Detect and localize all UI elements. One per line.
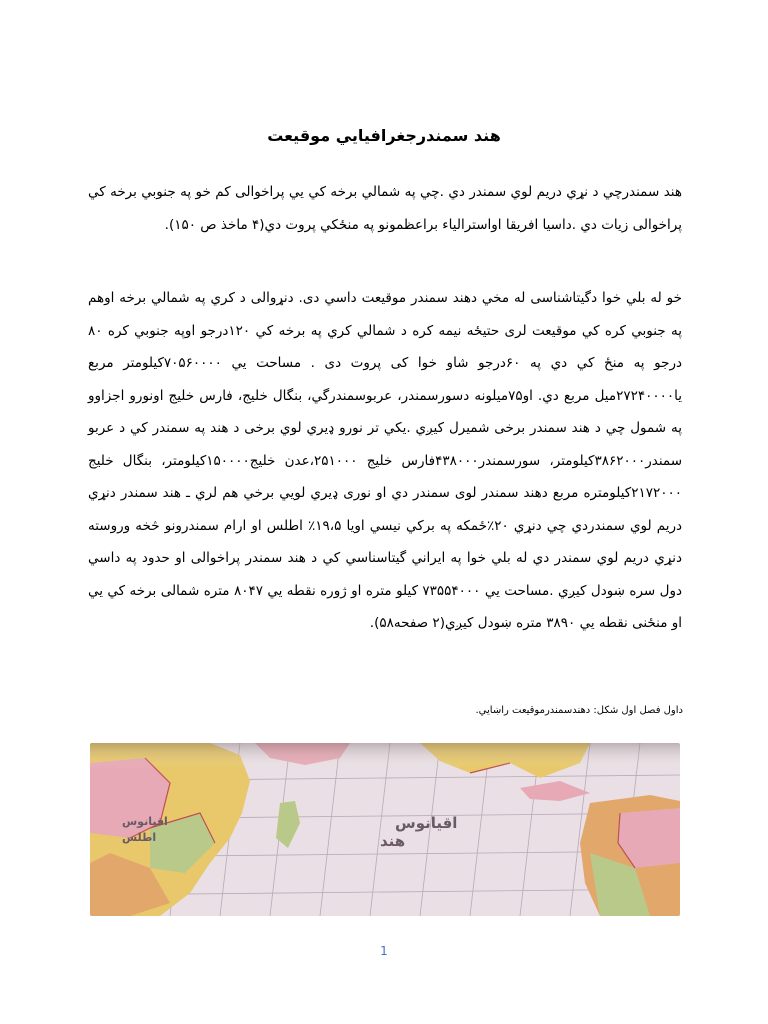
paragraph-2: خو له بلي خوا دگيتاشناسى له مخي دهند سمندر موقيعت داسي دى. دنړوالى د کري په شمالي برخه اوهم په جنوبي کره کي موقيعت لرى حتيځه نيمه کره د شمالي کري په برخه کي ۱۲۰درجو اوپه جنوبي کره ۸۰ درجو په منځ کي دي په ۶۰درجو شاو خوا کى پروت دى . مساحت يي ۷۰۵۶۰۰۰۰کيلومتر مربع يا۲۷۲۴۰۰۰۰ميل مربع دي. او۷۵ميلونه دسورسمندر، عربوسمندرگي، بنگال خليج، فارس خليج اونورو اجزاوو په شمول چي د هند سمندر برخى شميرل کيږي .يکي تر نورو ډيري لوي برخى د هند په سمندر کي د عربو سمندر۳۸۶۲۰۰۰کيلومتر، سورسمندر۴۳۸۰۰۰فارس خليج ۲۵۱۰۰۰،عدن خليج۱۵۰۰۰۰کيلومتر، بنگال خليج ۲۱۷۲۰۰۰کيلومتره مربع دهند سمندر لوى سمندر دي او نورى ډيري لويي برخي هم لري ـ هند سمندر دنړي دريم لوي سمندردي چي دنړي ۲۰٪ځمکه په برکي نيسي اويا ۱۹،۵٪ اطلس او ارام سمندرونو څخه وروسته دنړي دريم لوي سمندر دي له بلي خوا په ايراني گيتاسناسي کي د هند سمندر پراخوالى او حدود په داسي دول سره ښودل کيږي .مساحت يي ۷۳۵۵۴۰۰۰ کيلو متره او ژوره نقطه يي ۸۰۴۷ متره شمالى برخه کي يي او منځنى نقطه يي ۳۸۹۰ متره ښودل کيږي(۲ صفحه۵۸). xyxy=(88,290,683,631)
document-title: هند سمندرجغرافيايي موقيعت xyxy=(267,126,501,145)
photo-shading xyxy=(90,743,680,916)
map-illustration xyxy=(90,743,680,916)
page-number: 1 xyxy=(380,944,388,958)
paragraph-1: هند سمندرچي د نړي دريم لوي سمندر دي .چي په شمالي برخه کي يي پراخوالى کم خو په جنوبي برخه کي پراخوالى زيات دي .داسيا افريقا اواسترالياء براعظمونو په منځکي پروت دي(۴ ماخذ ص ۱۵۰). xyxy=(88,184,682,233)
indian-ocean-map-photo xyxy=(90,743,680,916)
figure-caption: داول فصل اول شکل: دهندسمندرموقيعت راښايي. xyxy=(475,705,683,716)
